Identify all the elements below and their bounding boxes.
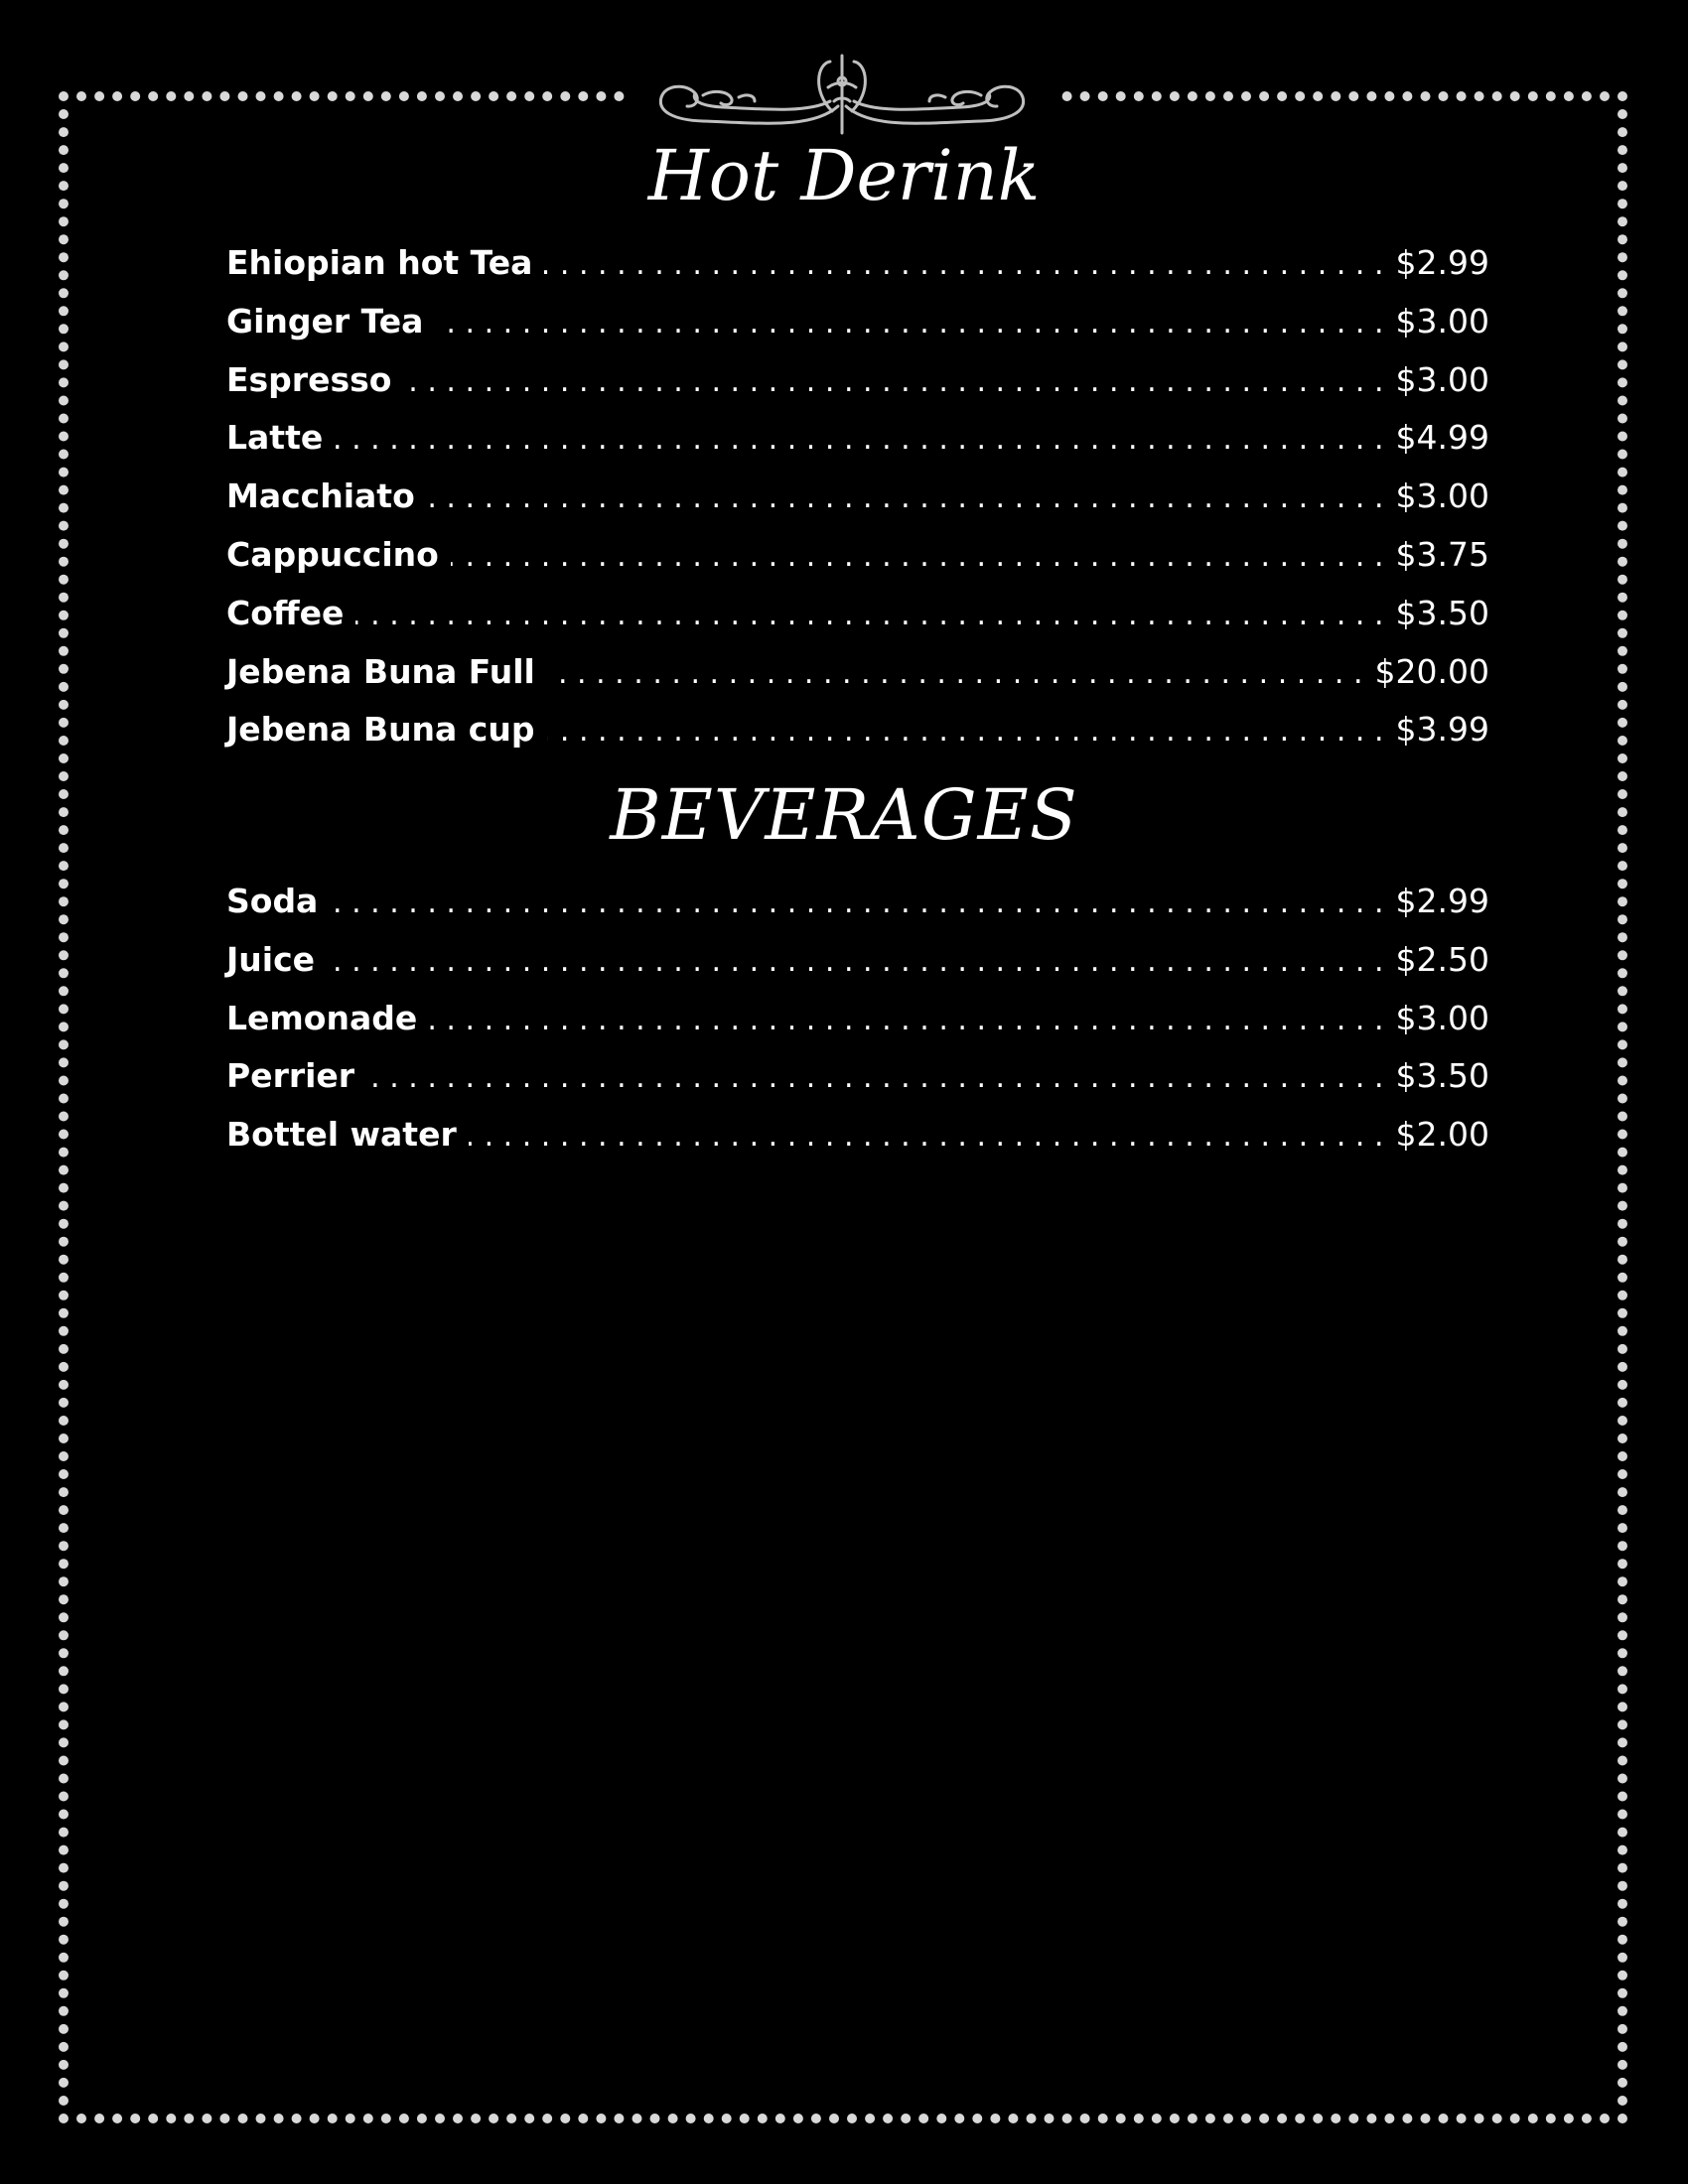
item-name: Jebena Buna Full xyxy=(226,651,535,691)
dot-leader xyxy=(451,528,1384,587)
item-price: $2.00 xyxy=(1395,1115,1489,1155)
menu-item xyxy=(226,990,1489,1048)
dot-leader xyxy=(427,470,1384,528)
menu-item xyxy=(226,873,1489,931)
item-price: $3.75 xyxy=(1395,534,1489,574)
item-name: Lemonade xyxy=(226,998,418,1037)
hot-drinks-list xyxy=(226,234,1489,759)
item-price: $2.50 xyxy=(1395,939,1489,979)
menu-item xyxy=(226,468,1489,526)
item-price: $3.99 xyxy=(1395,710,1489,750)
menu-item xyxy=(226,701,1489,759)
item-price: $3.00 xyxy=(1395,998,1489,1037)
dot-leader xyxy=(327,933,1383,992)
item-price: $20.00 xyxy=(1374,651,1489,691)
menu-item xyxy=(226,409,1489,468)
item-price: $3.00 xyxy=(1395,477,1489,516)
item-price: $3.50 xyxy=(1395,1056,1489,1096)
item-name: Macchiato xyxy=(226,477,415,516)
menu-item xyxy=(226,585,1489,643)
item-price: $2.99 xyxy=(1395,882,1489,920)
menu-item xyxy=(226,931,1489,990)
flourish-icon xyxy=(643,52,1041,141)
menu-item xyxy=(226,526,1489,585)
item-name: Latte xyxy=(226,418,324,458)
item-name: Cappuccino xyxy=(226,534,439,574)
dot-leader xyxy=(469,1108,1384,1166)
item-name: Ginger Tea xyxy=(226,301,424,341)
item-name: Perrier xyxy=(226,1056,355,1096)
item-price: $3.00 xyxy=(1395,359,1489,399)
item-price: $4.99 xyxy=(1395,418,1489,458)
item-name: Espresso xyxy=(226,359,392,399)
item-name: Jebena Buna cup xyxy=(226,710,535,750)
dot-leader xyxy=(366,1049,1383,1108)
beverages-title: BEVERAGES xyxy=(610,774,1078,856)
dot-leader xyxy=(403,353,1383,412)
menu-item xyxy=(226,643,1489,702)
dot-leader xyxy=(355,587,1383,645)
menu-item xyxy=(226,234,1489,293)
menu-item xyxy=(226,1106,1489,1164)
dot-leader xyxy=(544,236,1383,295)
item-name: Coffee xyxy=(226,593,345,632)
item-name: Soda xyxy=(226,882,319,920)
dot-leader xyxy=(335,411,1383,470)
dot-leader xyxy=(547,645,1363,704)
menu-item xyxy=(226,293,1489,351)
item-price: $2.99 xyxy=(1395,243,1489,282)
menu-item xyxy=(226,1047,1489,1106)
dot-leader xyxy=(429,992,1383,1050)
item-price: $3.00 xyxy=(1395,301,1489,341)
dot-leader xyxy=(330,875,1383,933)
dot-leader xyxy=(435,295,1383,353)
item-name: Juice xyxy=(226,939,316,979)
menu-item xyxy=(226,351,1489,410)
beverages-list xyxy=(226,873,1489,1164)
item-price: $3.50 xyxy=(1395,593,1489,632)
dot-leader xyxy=(547,703,1384,761)
item-name: Ehiopian hot Tea xyxy=(226,243,533,282)
item-name: Bottel water xyxy=(226,1115,457,1155)
hot-drinks-title: Hot Derink xyxy=(647,135,1041,216)
